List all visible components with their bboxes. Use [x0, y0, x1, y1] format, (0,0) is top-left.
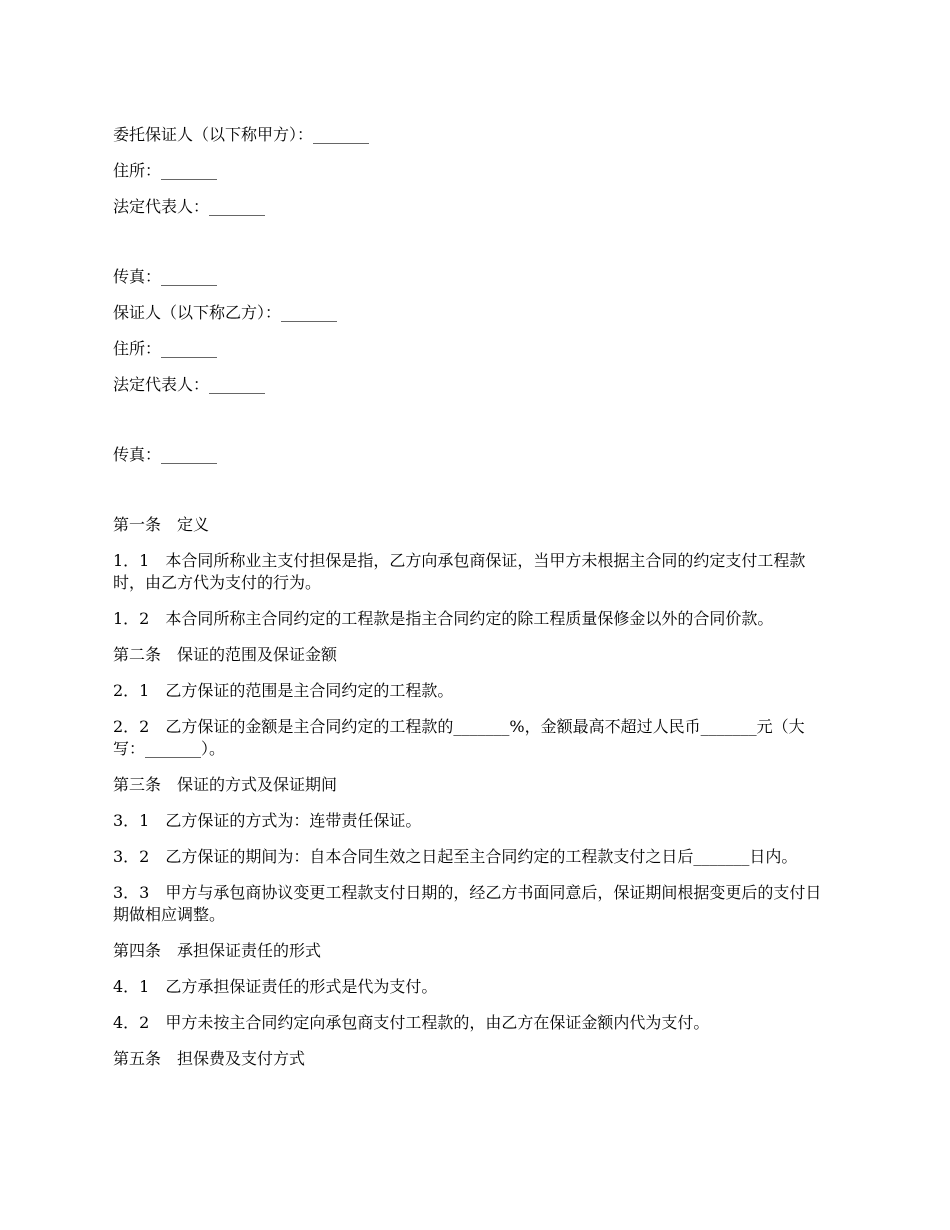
article-title: 第四条 承担保证责任的形式 — [113, 941, 322, 960]
clause: 2．2 乙方保证的金额是主合同约定的工程款的_______%，金额最高不超过人民币_______元（大写：_______）。 — [113, 717, 805, 758]
article-title: 第一条 定义 — [113, 515, 210, 534]
clause: 1．2 本合同所称主合同约定的工程款是指主合同约定的除工程质量保修金以外的合同价款。 — [113, 609, 774, 628]
article-title: 第二条 保证的范围及保证金额 — [113, 645, 338, 664]
article-4 — [113, 940, 828, 1034]
spacer — [113, 480, 828, 514]
guarantor-address-line: 住所：_______ — [113, 339, 218, 358]
clause: 3．2 乙方保证的期间为：自本合同生效之日起至主合同约定的工程款支付之日后_______日内。 — [113, 847, 798, 866]
guarantor-representative-line: 法定代表人：_______ — [113, 375, 266, 394]
entrusting-fax-line: 传真：_______ — [113, 267, 218, 286]
spacer — [113, 232, 828, 266]
article-title: 第五条 担保费及支付方式 — [113, 1049, 306, 1068]
article-5 — [113, 1048, 828, 1070]
guarantor-fax-line: 传真：_______ — [113, 445, 218, 464]
article-2 — [113, 644, 828, 760]
clause: 3．1 乙方保证的方式为：连带责任保证。 — [113, 811, 422, 830]
spacer — [113, 410, 828, 444]
clause: 2．1 乙方保证的范围是主合同约定的工程款。 — [113, 681, 454, 700]
clause: 1．1 本合同所称业主支付担保是指，乙方向承包商保证，当甲方未根据主合同的约定支付工程款时，由乙方代为支付的行为。 — [113, 551, 806, 592]
article-title: 第三条 保证的方式及保证期间 — [113, 775, 338, 794]
article-3 — [113, 774, 828, 926]
clause: 3．3 甲方与承包商协议变更工程款支付日期的，经乙方书面同意后，保证期间根据变更后的支付日期做相应调整。 — [113, 883, 822, 924]
entrusting-representative-line: 法定代表人：_______ — [113, 197, 266, 216]
clause: 4．1 乙方承担保证责任的形式是代为支付。 — [113, 977, 438, 996]
entrusting-party-line: 委托保证人（以下称甲方）：_______ — [113, 125, 370, 144]
document-page — [113, 124, 828, 1084]
guarantor-party-line: 保证人（以下称乙方）：_______ — [113, 303, 338, 322]
entrusting-address-line: 住所：_______ — [113, 161, 218, 180]
article-1 — [113, 514, 828, 630]
clause: 4．2 甲方未按主合同约定向承包商支付工程款的，由乙方在保证金额内代为支付。 — [113, 1013, 710, 1032]
